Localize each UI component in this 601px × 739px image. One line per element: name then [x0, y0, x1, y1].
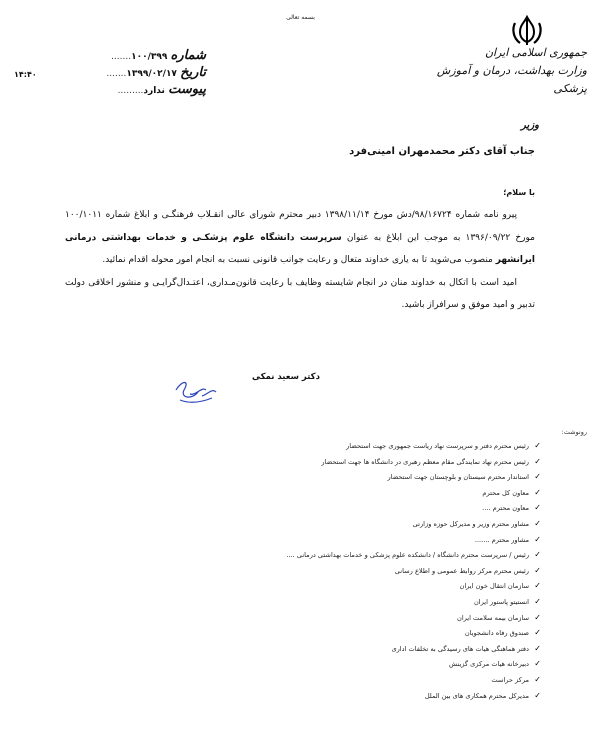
- paragraph-1: پیرو نامه شماره ۹۸/۱۶۷۲۴/دش مورخ ۱۳۹۸/۱۱/۱۴ دبیر محترم شورای عالی انقـلاب فرهنگـی و ابلاغ شماره ۱۰۰/۱۰۱۱ مورخ ۱۳۹۶/۰۹/۲۲ به موجب این ابلاغ به عنوان سرپرست دانشگاه علوم پزشکـی و خدمات بهداشتی درمانی ایرانشهر منصوب می‌شوید تا به یاری خداوند متعال و رعایت جوانب قانونی نسبت به انجام امور محوله اقدام نمائید.: [65, 210, 535, 265]
- letter-body: [65, 204, 535, 317]
- list-item: ✓معاون کل محترم: [121, 485, 541, 501]
- iran-emblem-icon: [510, 14, 544, 48]
- check-mark-icon: ✓: [534, 518, 541, 528]
- check-mark-icon: ✓: [534, 674, 541, 684]
- list-item: ✓استاندار محترم سیستان و بلوچستان جهت استحضار: [121, 469, 541, 485]
- letter-metadata: [66, 48, 206, 99]
- cc-title: رونوشت:: [561, 428, 587, 436]
- date-label: تاریخ: [180, 65, 206, 80]
- check-mark-icon: ✓: [534, 581, 541, 591]
- list-item: ✓سازمان بیمه سلامت ایران: [121, 610, 541, 626]
- list-item: ✓رئیس محترم دفتر و سرپرست نهاد ریاست جمهوری جهت استحضار: [121, 438, 541, 454]
- check-mark-icon: ✓: [534, 612, 541, 622]
- recipient-line: جناب آقای دکتر محمدمهران امینی‌فرد: [349, 146, 535, 157]
- date-row: تاریخ ۱۳۹۹/۰۲/۱۷.......: [106, 65, 206, 80]
- list-item: ✓رئیس محترم مرکز روابط عمومی و اطلاع رسانی: [121, 563, 541, 579]
- check-mark-icon: ✓: [534, 456, 541, 466]
- attachment-value: ندارد: [143, 86, 165, 96]
- cc-list: [121, 438, 541, 703]
- attachment-label: پیوست: [168, 82, 206, 97]
- check-mark-icon: ✓: [534, 659, 541, 669]
- list-item: ✓مشاور محترم .......: [121, 532, 541, 548]
- check-mark-icon: ✓: [534, 596, 541, 606]
- date-value: ۱۳۹۹/۰۲/۱۷: [126, 69, 177, 79]
- ministry-line-1: جمهوری اسلامی ایران: [484, 46, 587, 59]
- ministry-logo-text: [427, 44, 587, 98]
- list-item: ✓رئیس / سرپرست محترم دانشگاه / دانشکده علوم پزشکی و خدمات بهداشتی درمانی ....: [121, 547, 541, 563]
- appointment-title: سرپرست دانشگاه علوم پزشکـی و خدمات بهداشتی درمانی ایرانشهر: [65, 232, 535, 265]
- check-mark-icon: ✓: [534, 643, 541, 653]
- check-mark-icon: ✓: [534, 487, 541, 497]
- ministry-line-2: وزارت بهداشت، درمان و آموزش پزشکی: [436, 64, 587, 95]
- signer-name: دکتر سعید نمکی: [252, 372, 320, 382]
- check-mark-icon: ✓: [534, 534, 541, 544]
- number-label: شماره: [170, 48, 206, 63]
- list-item: ✓انستیتو پاستور ایران: [121, 594, 541, 610]
- number-value: ۱۰۰/۳۹۹: [131, 52, 168, 62]
- list-item: ✓دبیرخانه هیات مرکزی گزینش: [121, 656, 541, 672]
- check-mark-icon: ✓: [534, 441, 541, 450]
- check-mark-icon: ✓: [534, 628, 541, 638]
- number-row: شماره ۱۰۰/۳۹۹.......: [111, 48, 206, 63]
- list-item: ✓معاون محترم ....: [121, 500, 541, 516]
- bismillah-header: بسمه تعالی: [286, 14, 315, 21]
- list-item: ✓مدیرکل محترم همکاری های بین الملل: [121, 688, 541, 704]
- list-item: ✓صندوق رفاه دانشجویان: [121, 625, 541, 641]
- paragraph-2: امید است با اتکال به خداوند منان در انجام شایسته وظایف با رعایت قانون‌مـداری، اعتـدال‌گرایـی و منشور اخلاقی دولت تدبیر و امید موفق و سرافراز باشید.: [65, 277, 535, 310]
- list-item: ✓دفتر هماهنگی هیات های رسیدگی به تخلفات اداری: [121, 641, 541, 657]
- check-mark-icon: ✓: [534, 472, 541, 482]
- time-stamp: ۱۴:۴۰: [14, 70, 37, 79]
- list-item: ✓مشاور محترم وزیر و مدیرکل حوزه وزارتی: [121, 516, 541, 532]
- check-mark-icon: ✓: [534, 550, 541, 560]
- handwritten-signature: [172, 376, 220, 406]
- list-item: ✓سازمان انتقال خون ایران: [121, 578, 541, 594]
- list-item: ✓رئیس محترم نهاد نمایندگی مقام معظم رهبری در دانشگاه ها جهت استحضار: [121, 454, 541, 470]
- check-mark-icon: ✓: [534, 565, 541, 575]
- minister-title: وزیر: [521, 120, 539, 131]
- check-mark-icon: ✓: [534, 690, 541, 700]
- attachment-row: پیوست ندارد.........: [117, 82, 206, 97]
- check-mark-icon: ✓: [534, 503, 541, 513]
- greeting: با سلام؛: [503, 188, 535, 197]
- list-item: ✓مرکز حراست: [121, 672, 541, 688]
